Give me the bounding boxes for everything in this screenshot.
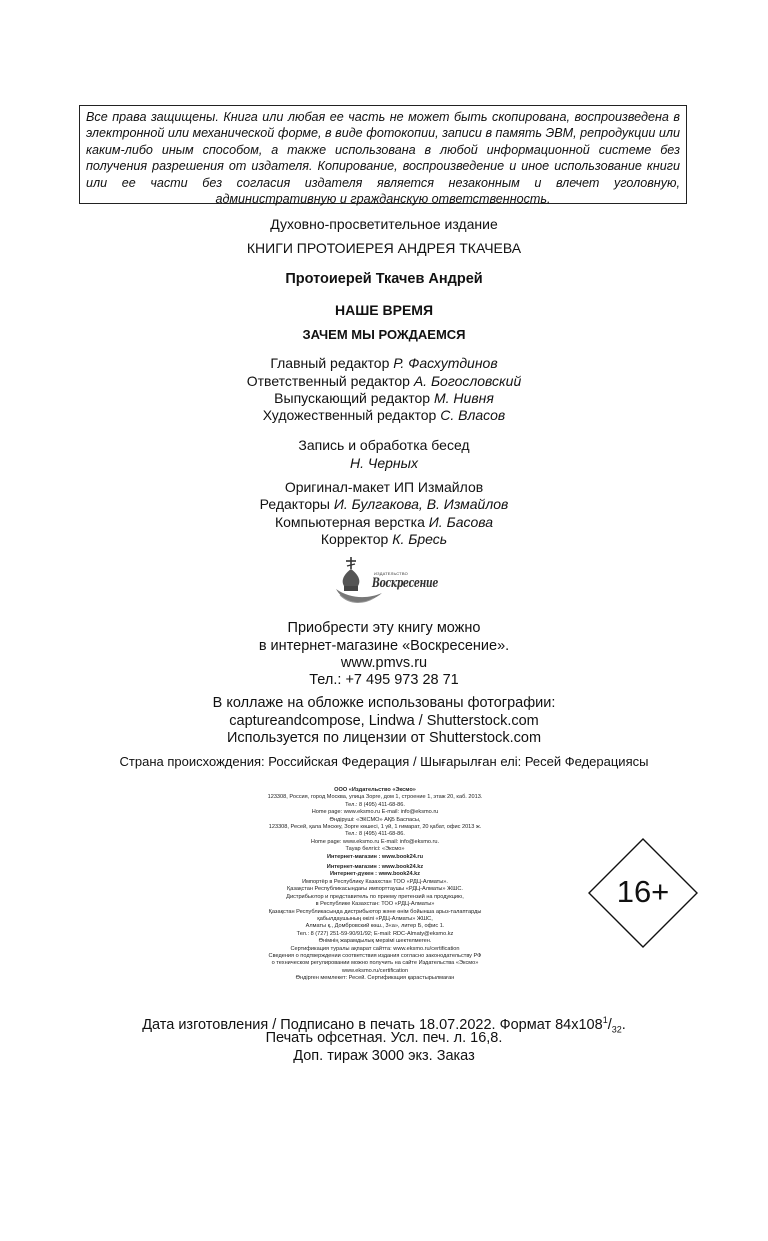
credit-line — [0, 390, 768, 407]
credit-role: Художественный редактор — [262, 407, 437, 423]
series-title: КНИГИ ПРОТОИЕРЕЯ АНДРЕЯ ТКАЧЕВА — [246, 240, 522, 256]
purchase-site: www.pmvs.ru — [340, 655, 428, 671]
credit-role: Компьютерная верстка — [274, 514, 425, 530]
credit-person: И. Булгакова, В. Измайлов — [333, 496, 509, 512]
author-name: Протоиерей Ткачев Андрей — [285, 271, 483, 287]
publisher-info-line: Өнімнің жарамдылық мерзімі шектелмеген. — [318, 938, 432, 945]
credit-line — [0, 407, 768, 424]
credit-person: Р. Фасхутдинов — [393, 355, 498, 371]
print-info-line-1: Дата изготовления / Подписано в печать 18.07.2022. Формат $84x108^1/_{32}$. — [142, 1015, 626, 1035]
publisher-info-line: Home page: www.eksmo.ru E-mail: info@eksmo.ru — [311, 809, 439, 816]
book-title: НАШЕ ВРЕМЯ — [334, 302, 434, 318]
edition-type: Духовно-просветительное издание — [270, 216, 498, 232]
credit-line — [0, 355, 768, 372]
credit-person: К. Бресь — [392, 531, 448, 547]
publisher-info-line: Интернет-магазин : www.book24.ru — [326, 853, 424, 860]
publisher-info-block — [180, 787, 570, 983]
credit-role: Корректор — [320, 531, 389, 547]
country-of-origin: Страна происхождения: Российская Федерация / Шығарылған елі: Ресей Федерациясы — [119, 754, 649, 769]
cover-credit-line-3: Используется по лицензии от Shutterstock.com — [226, 730, 542, 746]
publisher-info-line: Тауар белгісі: «Эксмо» — [345, 846, 405, 853]
publisher-logo — [334, 555, 444, 610]
credit-person: А. Богословский — [413, 373, 522, 389]
logo-big-text: Воскресение — [372, 576, 438, 591]
publisher-info-line: Сертификация туралы ақпарат сайтта: www.eksmo.ru/certification — [290, 945, 460, 952]
publisher-info-line: Өндіруші: «ЭКСМО» АҚБ Баспасы, — [329, 816, 421, 823]
credit-line — [0, 514, 768, 531]
cover-credit-line-2: captureandcompose, Lindwa / Shutterstock.com — [229, 713, 539, 729]
cover-credit-line-1: В коллаже на обложке использованы фотографии: — [212, 695, 556, 711]
publisher-info-line: Қазақстан Республикасында дистрибьютор және өнім бойынша арыз-талаптарды — [268, 908, 482, 915]
publisher-info-line: Алматы қ., Домбровский көш., 3«а», литер Б, офис 1. — [305, 923, 445, 930]
publisher-info-line: Интернет-дүкен : www.book24.kz — [329, 871, 421, 878]
publisher-info-line: қабылдаушының өкілі «РДЦ-Алматы» ЖШС, — [317, 915, 433, 922]
credit-line — [0, 479, 768, 496]
purchase-line-2: в интернет-магазине «Воскресение». — [258, 638, 510, 654]
credit-role: Выпускающий редактор — [274, 390, 431, 406]
publisher-info-line: в Республике Казахстан: ТОО «РДЦ-Алматы» — [315, 901, 435, 908]
publisher-info-line: Импортёр в Республику Казахстан ТОО «РДЦ-Алматы». — [302, 878, 448, 885]
publisher-info-line: Қазақстан Республикасындағы импорттаушы «РДЦ-Алматы» ЖШС. — [287, 886, 463, 893]
purchase-line-1: Приобрести эту книгу можно — [287, 620, 481, 636]
publisher-info-line: 123308, Россия, город Москва, улица Зорге, дом 1, строение 1, этаж 20, каб. 2013. — [267, 794, 483, 801]
credit-line — [0, 496, 768, 513]
print-info-line-2: Печать офсетная. Усл. печ. л. 16,8. — [265, 1030, 503, 1046]
publisher-info-line: Сведения о подтверждении соответствия издания согласно законодательству РФ — [268, 952, 482, 959]
print-info-line-3: Доп. тираж 3000 экз. Заказ — [293, 1048, 475, 1064]
publisher-info-line: о техническом регулировании можно получить на сайте Издательства «Эксмо» — [271, 960, 479, 967]
publisher-info-line: 123308, Ресей, қала Мәскеу, Зорге көшесі, 1 үй, 1 ғимарат, 20 қабат, офис 2013 ж. — [268, 824, 482, 831]
publisher-info-line: Тел.: 8 (495) 411-68-86. — [345, 801, 405, 808]
credit-line — [0, 531, 768, 548]
age-rating-badge — [587, 837, 699, 949]
credit-role: Оригинал-макет ИП Измайлов — [284, 479, 484, 495]
rights-notice-text: Все права защищены. Книга или любая ее часть не может быть скопирована, воспроизведена в электронной или механической форме, в виде фотокопии, записи в память ЭВМ, репродукции или каким-либо иным способом, а также использована в любой информационной системе без получения разрешения от издателя. Копирование, воспроизведение и иное использование книги или ее части без согласия издателя является незаконным и влечет уголовную, административную и гражданскую ответственность. — [86, 110, 680, 207]
credit-line — [0, 373, 768, 390]
publisher-info-line: Home page: www.eksmo.ru E-mail: info@eksmo.ru. — [310, 838, 440, 845]
logo-small-text: ИЗДАТЕЛЬСТВО — [374, 571, 408, 576]
publisher-info-line: Тел.: 8 (727) 251-59-90/91/92; E-mail: RDC-Almaty@eksmo.kz — [296, 930, 454, 937]
publisher-info-line: Өндірген мемлекет: Ресей. Сертификация қарастырылмаған — [295, 975, 455, 982]
age-rating-text: 16+ — [616, 874, 670, 909]
publisher-info-line: Дистрибьютор и представитель по приему претензий на продукцию, — [286, 893, 464, 900]
credit-person: С. Власов — [440, 407, 506, 423]
recording-label: Запись и обработка бесед — [298, 437, 470, 453]
rights-notice-box — [79, 105, 687, 207]
publisher-info-line: Интернет-магазин : www.book24.kz — [326, 864, 424, 871]
credit-person: И. Басова — [428, 514, 494, 530]
recording-name: Н. Черных — [350, 455, 418, 471]
credit-role: Редакторы — [259, 496, 330, 512]
publisher-info-line: Тел.: 8 (495) 411-68-86. — [345, 831, 405, 838]
credit-role: Ответственный редактор — [246, 373, 410, 389]
book-subtitle: ЗАЧЕМ МЫ РОЖДАЕМСЯ — [302, 327, 466, 342]
credit-person: М. Нивня — [433, 390, 494, 406]
publisher-info-line: ООО «Издательство «Эксмо» — [334, 787, 416, 793]
publisher-info-line: www.eksmo.ru/certification — [341, 967, 409, 974]
purchase-phone: Тел.: +7 495 973 28 71 — [309, 672, 459, 688]
credit-role: Главный редактор — [270, 355, 390, 371]
